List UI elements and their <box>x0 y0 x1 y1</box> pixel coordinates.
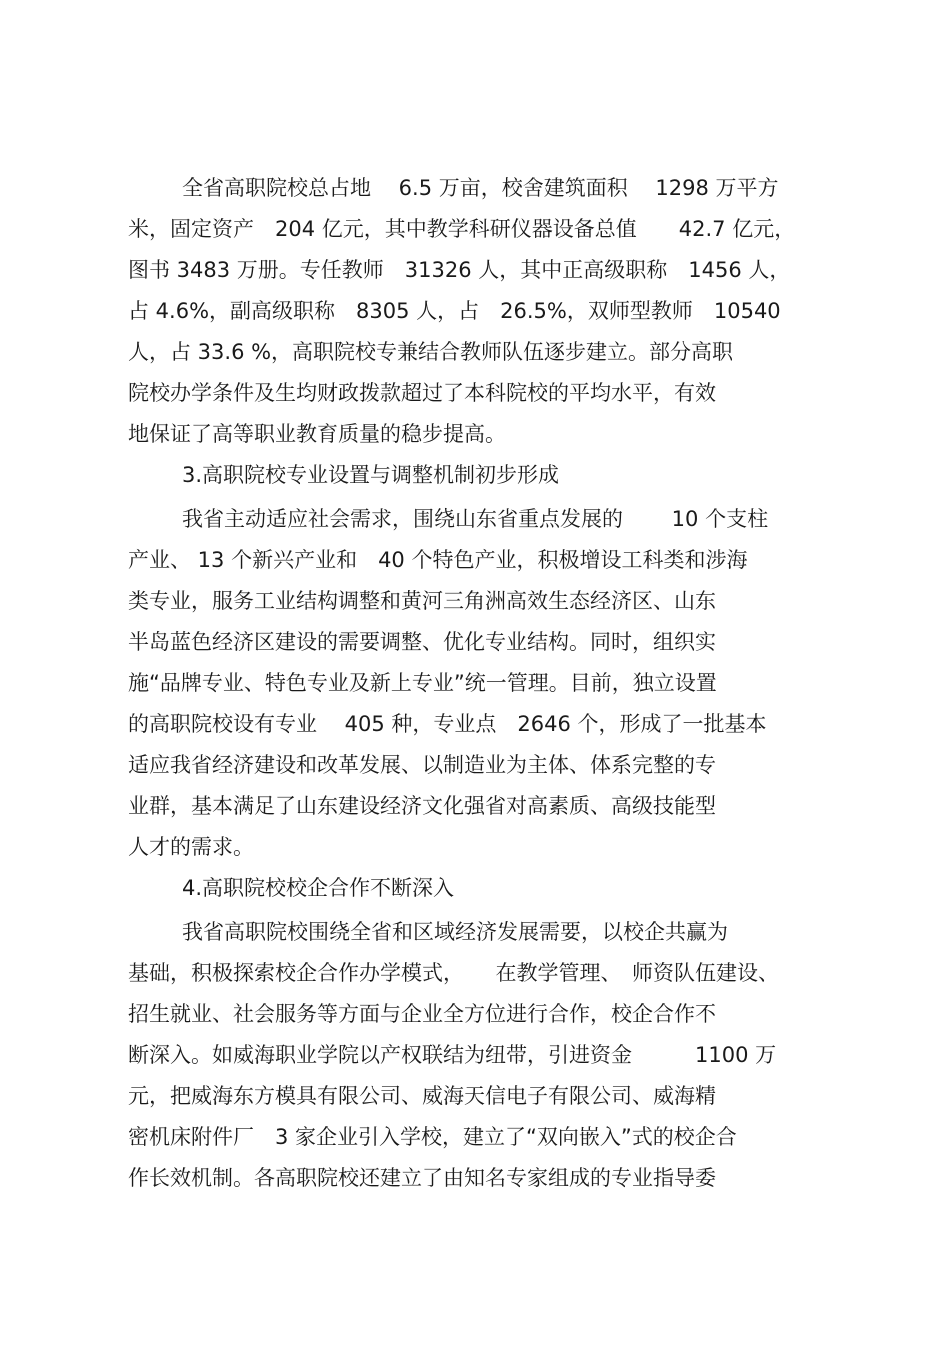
paragraph-line: 类专业，服务工业结构调整和黄河三角洲高效生态经济区、山东 <box>128 589 716 613</box>
paragraph-line: 密机床附件厂 3 家企业引入学校，建立了“双向嵌入”式的校企合 <box>128 1125 737 1149</box>
paragraph-line: 业群，基本满足了山东建设经济文化强省对高素质、高级技能型 <box>128 794 716 818</box>
paragraph-line: 米，固定资产 204 亿元，其中教学科研仪器设备总值 42.7 亿元， <box>128 217 796 241</box>
paragraph-line: 适应我省经济建设和改革发展、以制造业为主体、体系完整的专 <box>128 753 716 777</box>
paragraph-line: 施“品牌专业、特色专业及新上专业”统一管理。目前，独立设置 <box>128 671 717 695</box>
paragraph-line: 图书 3483 万册。专任教师 31326 人，其中正高级职称 1456 人， <box>128 258 791 282</box>
section-heading: 4.高职院校校企合作不断深入 <box>182 876 455 900</box>
paragraph-line: 元，把威海东方模具有限公司、威海天信电子有限公司、威海精 <box>128 1084 716 1108</box>
paragraph-line: 全省高职院校总占地 6.5 万亩，校舍建筑面积 1298 万平方 <box>182 176 779 200</box>
paragraph-line: 产业、 13 个新兴产业和 40 个特色产业，积极增设工科类和涉海 <box>128 548 748 572</box>
paragraph-line: 断深入。如威海职业学院以产权联结为纽带，引进资金 1100 万 <box>128 1043 777 1067</box>
paragraph-line: 我省高职院校围绕全省和区域经济发展需要，以校企共赢为 <box>182 920 728 944</box>
paragraph-line: 作长效机制。各高职院校还建立了由知名专家组成的专业指导委 <box>128 1166 716 1190</box>
paragraph-line: 半岛蓝色经济区建设的需要调整、优化专业结构。同时，组织实 <box>128 630 716 654</box>
paragraph-line: 人才的需求。 <box>128 835 254 859</box>
paragraph-line: 人，占 33.6 %，高职院校专兼结合教师队伍逐步建立。部分高职 <box>128 340 734 364</box>
paragraph-line: 我省主动适应社会需求，围绕山东省重点发展的 10 个支柱 <box>182 507 769 531</box>
paragraph-line: 的高职院校设有专业 405 种，专业点 2646 个，形成了一批基本 <box>128 712 767 736</box>
section-heading: 3.高职院校专业设置与调整机制初步形成 <box>182 463 560 487</box>
paragraph-line: 占 4.6%，副高级职称 8305 人，占 26.5%，双师型教师 10540 <box>128 299 781 323</box>
paragraph-line: 基础，积极探索校企合作办学模式， 在教学管理、 师资队伍建设、 <box>128 961 779 985</box>
paragraph-line: 院校办学条件及生均财政拨款超过了本科院校的平均水平，有效 <box>128 381 716 405</box>
paragraph-line: 地保证了高等职业教育质量的稳步提高。 <box>128 422 506 446</box>
paragraph-line: 招生就业、社会服务等方面与企业全方位进行合作，校企合作不 <box>128 1002 716 1026</box>
